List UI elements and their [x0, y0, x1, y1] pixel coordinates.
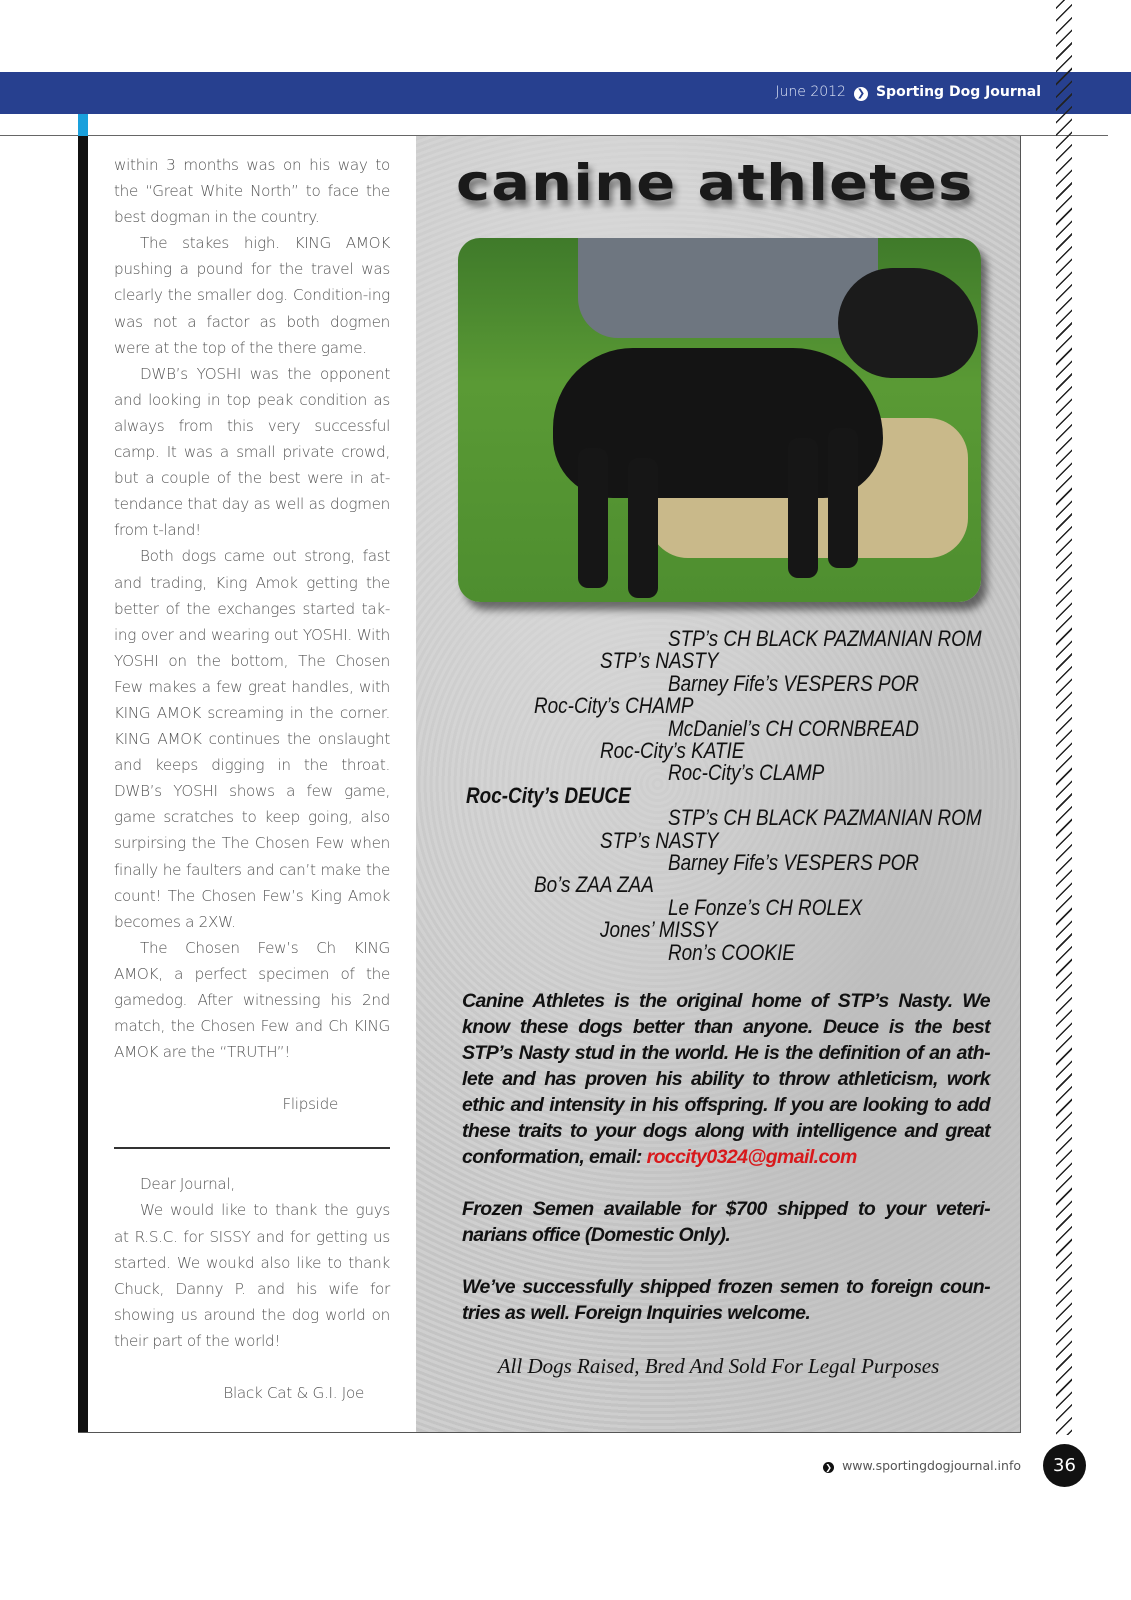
- journal-title: Sporting Dog Journal: [875, 84, 1041, 100]
- pedigree-entry: Jones’ MISSY: [600, 917, 718, 943]
- pedigree-entry: STP’s CH BLACK PAZMANIAN ROM: [668, 626, 982, 651]
- website-link[interactable]: www.sportingdogjournal.info: [842, 1458, 1021, 1473]
- letter-body: We would like to thank the guys at R.S.C. for SISSY and for getting us started. We woukd also like to thank Chuck, Danny P. and his wife for showing us around the dog world on their part of the world!: [114, 1201, 390, 1350]
- ad-copy-text: We’ve successfully shipped frozen semen to foreign coun-tries as well. Foreign Inquiries welcome.: [462, 1276, 990, 1324]
- ad-title: canine athletes: [456, 154, 974, 212]
- dog-leg: [578, 448, 608, 588]
- dog-photo: [458, 238, 981, 602]
- pedigree-entry: Roc-City’s DEUCE: [466, 782, 631, 808]
- article-paragraph: DWB’s YOSHI was the opponent and looking in top peak condition as always from this very successful camp. It was a small private crowd, but a couple of the best were in at-tendance that day as well as dogmen from t-land!: [114, 364, 390, 540]
- pedigree-entry: STP’s CH BLACK PAZMANIAN ROM: [668, 805, 982, 831]
- chevron-circle-icon: ❯: [854, 87, 868, 101]
- pedigree-entry: STP’s NASTY: [600, 827, 719, 853]
- article-signature: Flipside: [282, 1095, 338, 1114]
- chevron-circle-icon: ❯: [823, 1462, 834, 1473]
- pedigree-entry: Barney Fife’s VESPERS POR: [668, 850, 919, 875]
- pedigree-entry: Roc-City’s KATIE: [600, 738, 745, 763]
- footer-url: [823, 1458, 1021, 1473]
- pedigree-entry: Barney Fife’s VESPERS POR: [668, 670, 919, 696]
- legal-notice: All Dogs Raised, Bred And Sold For Legal Purposes: [497, 1354, 940, 1378]
- pedigree-entry: McDaniel’s CH CORNBREAD: [668, 715, 919, 741]
- hatched-edge: [1056, 0, 1072, 1435]
- email-link[interactable]: roccity0324@gmail.com: [646, 1146, 857, 1168]
- dog-leg: [628, 458, 658, 598]
- article-column: [114, 152, 390, 1406]
- column-bar: [78, 136, 88, 1433]
- issue-date: June 2012: [775, 84, 846, 100]
- ad-copy-text: Canine Athletes is the original home of STP’s Nasty. We know these dogs better than anyone. Deuce is the best STP’s Nasty stud in the world. He is the definition of an ath-lete and has proven his ability to throw athleticism, work ethic and intensity in his offspring. If you are looking to add these traits to your dogs along with intelligence and great conformation, email:: [462, 990, 990, 1168]
- article-paragraph: within 3 months was on his way to the “Great White North” to face the best dogman in the country.: [114, 156, 390, 227]
- article-paragraph: The stakes high. KING AMOK pushing a pound for the travel was clearly the smaller dog. Condition-ing was not a factor as both dogmen were at the top of the there game.: [114, 234, 390, 357]
- pedigree-entry: Bo’s ZAA ZAA: [534, 872, 654, 898]
- page-number: 36: [1043, 1444, 1086, 1487]
- ad-copy-text: Frozen Semen available for $700 shipped to your veteri-narians office (Domestic Only).: [462, 1198, 990, 1246]
- dog-head: [838, 268, 978, 378]
- pedigree-entry: Roc-City’s CHAMP: [534, 693, 694, 719]
- article-paragraph: The Chosen Few’s Ch KING AMOK, a perfect specimen of the gamedog. After witnessing his 2nd match, the Chosen Few and Ch KING AMOK are the “TRUTH”!: [114, 938, 390, 1062]
- dog-leg: [788, 438, 818, 578]
- pedigree-entry: Ron’s COOKIE: [668, 939, 795, 965]
- advertisement: [416, 136, 1021, 1432]
- letter-signature: Black Cat & G.I. Joe: [223, 1384, 364, 1403]
- pedigree-entry: Le Fonze’s CH ROLEX: [668, 894, 863, 920]
- pedigree-entry: Roc-City’s CLAMP: [668, 760, 825, 786]
- pedigree-entry: STP’s NASTY: [600, 648, 719, 674]
- header-meta: [775, 84, 1041, 101]
- dog-leg: [828, 428, 858, 568]
- bottom-divider: [78, 1432, 1021, 1433]
- article-paragraph: Both dogs came out strong, fast and trading, King Amok getting the better of the exchanges started tak-ing over and wearing out YOSHI. With YOSHI on the bottom, The Chosen Few makes a few great handles, with KING AMOK screaming in the corner. KING AMOK continues the onslaught and keeps digging in the throat. DWB’s YOSHI shows a few game, game scratches to keep going, also surpirsing the The Chosen Few when finally he faulters and can’t make the count! The Chosen Few’s King Amok becomes a 2XW.: [114, 547, 390, 931]
- handler-shirt: [578, 238, 878, 338]
- accent-mark: [78, 114, 88, 136]
- section-rule: [114, 1147, 390, 1149]
- letter-greeting: Dear Journal,: [140, 1175, 235, 1194]
- header-bar: [0, 72, 1131, 114]
- ad-copy: [462, 988, 990, 1352]
